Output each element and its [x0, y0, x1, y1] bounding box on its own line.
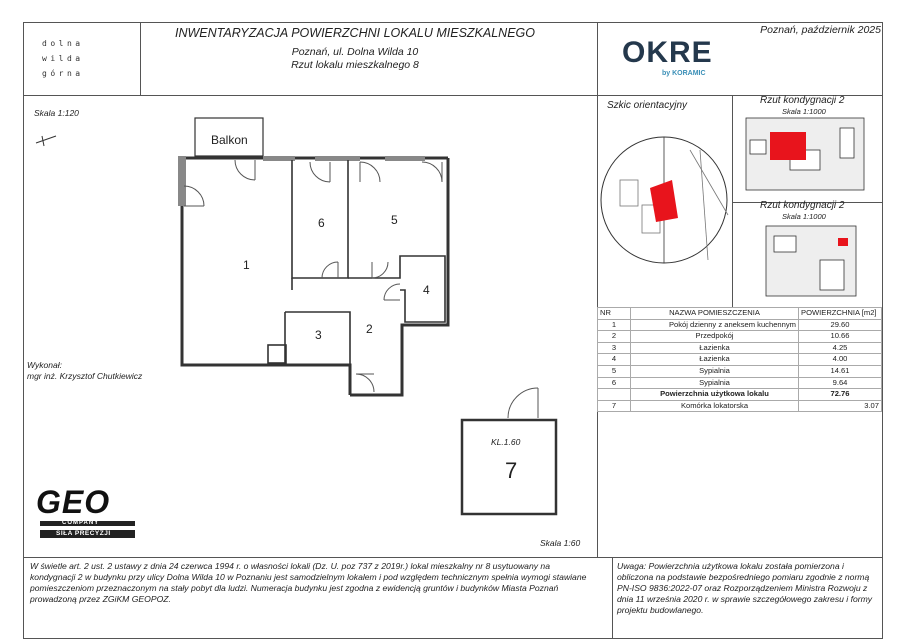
cell-name: Przedpokój: [631, 331, 799, 343]
document-title: INWENTARYZACJA POWIERZCHNI LOKALU MIESZKALNEGO: [175, 26, 535, 40]
floor-key-plan-1: [746, 118, 864, 190]
logo-line: górna: [42, 69, 84, 78]
interior-walls: [268, 160, 445, 365]
col-area: POWIERZCHNIA [m2]: [799, 308, 882, 320]
geo-tagline: SIŁA PRECYZJI: [56, 530, 111, 537]
table-row: [598, 319, 882, 331]
cell-nr: 4: [598, 354, 631, 366]
cell-nr: 5: [598, 365, 631, 377]
rooms-table: [597, 307, 882, 412]
cell-nr: 1: [598, 319, 631, 331]
table-sum-row: [598, 389, 882, 401]
legal-note: W świetle art. 2 ust. 2 ustawy z dnia 24 czerwca 1994 r. o własności lokali (Dz. U. poz 737 z 2019r.) lokal mieszkalny nr 8 usytuowany na kondygnacji 2 w budynku przy ulicy Dolna Wilda 10 w Poznaniu jest samodzielnym lokalem i pod względem technicznym spełnia wymogi stawiane pomieszczeniom przeznaczonym na stały pobyt dla ludzi. Numeracja budynku jest zgodna z ewidencją gruntów i budynków Miasta Poznań prowadzoną przez ZGiKM GEOPOZ.: [30, 561, 587, 604]
cell-area: 4.25: [799, 342, 882, 354]
floor-scale-1: Skala 1:1000: [782, 107, 826, 116]
author-name: mgr inż. Krzysztof Chutkiewicz: [27, 371, 143, 381]
storage-scale: Skala 1:60: [540, 538, 581, 548]
room-3-label: 3: [315, 328, 322, 342]
room-1-label: 1: [243, 258, 250, 272]
cell-area: 72.76: [799, 389, 882, 401]
cell-name: Sypialnia: [631, 377, 799, 389]
storage-number: 7: [505, 458, 518, 483]
balcony-label: Balkon: [211, 133, 248, 147]
table-row: [598, 331, 882, 343]
logo-line: dolna: [42, 39, 84, 48]
plan-subtitle: Rzut lokalu mieszkalnego 8: [291, 59, 419, 71]
cell-area: 29.60: [799, 319, 882, 331]
room-6-label: 6: [318, 216, 325, 230]
plan-scale: Skala 1:120: [34, 108, 79, 118]
geo-company: COMPANY: [62, 520, 100, 526]
cell-name: Łazienka: [631, 342, 799, 354]
storage-door: [508, 388, 538, 418]
cell-area: 4.00: [799, 354, 882, 366]
cell-area: 9.64: [799, 377, 882, 389]
wall-hatching: [178, 156, 425, 206]
floor-key-plan-2: [766, 226, 856, 296]
room-5-label: 5: [391, 213, 398, 227]
room-4-label: 4: [423, 283, 430, 297]
cell-nr: 7: [598, 400, 631, 412]
cell-area: 10.66: [799, 331, 882, 343]
table-row: [598, 377, 882, 389]
cell-nr: 6: [598, 377, 631, 389]
table-row: [598, 342, 882, 354]
document-date: Poznań, październik 2025: [760, 24, 881, 36]
cell-nr: 3: [598, 342, 631, 354]
north-arrow-icon: [36, 136, 56, 146]
cell-nr: 2: [598, 331, 631, 343]
geo-logo: GEO: [36, 484, 111, 520]
col-name: NAZWA POMIESZCZENIA: [631, 308, 799, 320]
cell-name: Sypialnia: [631, 365, 799, 377]
sketch-title: Szkic orientacyjny: [607, 100, 688, 111]
measurement-note: Uwaga: Powierzchnia użytkowa lokalu została pomierzona i obliczona na podstawie bezpośredniego pomiaru zgodnie z normą PN-ISO 9836:2022-07 oraz Rozporządzeniem Ministra Rozwoju z dnia 11 września 2020 r. w sprawie szczegółowego zakresu i formy projektu budowlanego.: [617, 561, 873, 615]
exterior-walls: [182, 158, 448, 395]
author-label: Wykonał:: [27, 360, 62, 370]
table-row: [598, 354, 882, 366]
col-nr: NR: [598, 308, 631, 320]
cell-nr: [598, 389, 631, 401]
floor-title-1: Rzut kondygnacji 2: [760, 95, 845, 106]
cell-name: Komórka lokatorska: [631, 400, 799, 412]
cell-area: 3.07: [799, 400, 882, 412]
address: Poznań, ul. Dolna Wilda 10: [291, 46, 419, 58]
okre-byline: by KORAMIC: [662, 70, 706, 77]
floor-title-2: Rzut kondygnacji 2: [760, 200, 845, 211]
logo-line: wilda: [42, 54, 84, 63]
cell-name: Pokój dzienny z aneksem kuchennym: [631, 319, 799, 331]
cell-name: Powierzchnia użytkowa lokalu: [631, 389, 799, 401]
table-row: [598, 400, 882, 412]
table-header-row: [598, 308, 882, 320]
storage-height: KL.1.60: [491, 437, 521, 447]
floor-scale-2: Skala 1:1000: [782, 212, 826, 221]
orientation-sketch: [601, 137, 728, 263]
cell-name: Łazienka: [631, 354, 799, 366]
room-2-label: 2: [366, 322, 373, 336]
table-row: [598, 365, 882, 377]
cell-area: 14.61: [799, 365, 882, 377]
okre-logo: OKRE: [622, 36, 713, 69]
